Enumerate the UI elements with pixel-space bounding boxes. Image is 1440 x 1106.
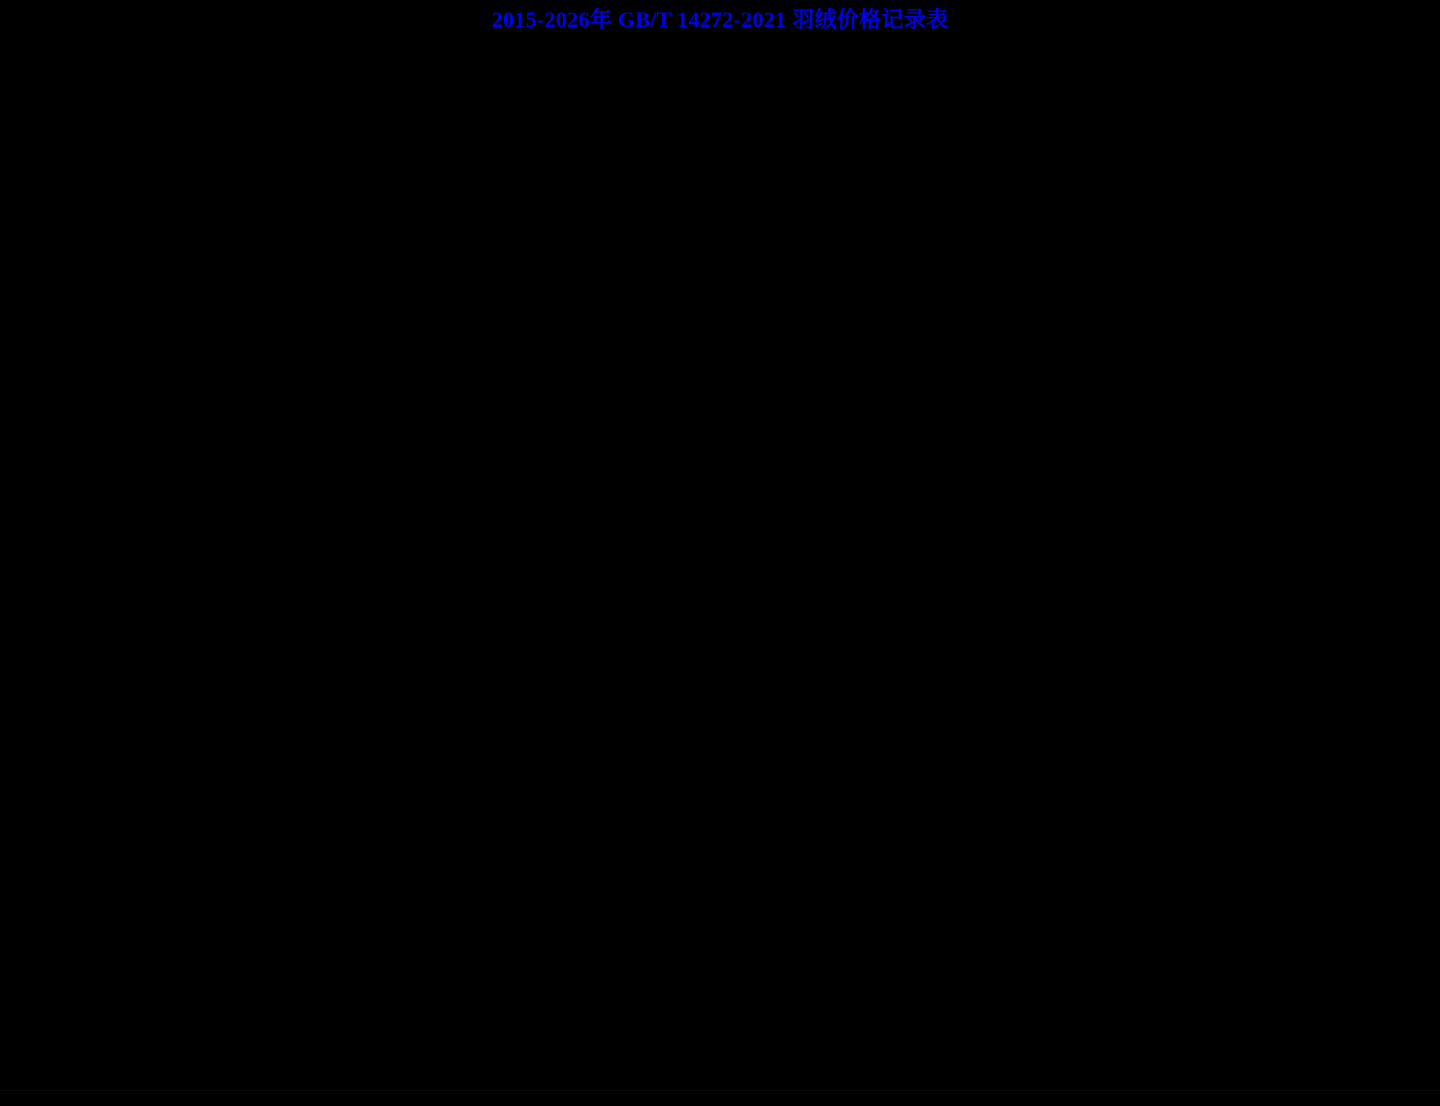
document-body	[0, 40, 1440, 1065]
page-title: 2015-2026年 GB/T 14272-2021 羽绒价格记录表	[491, 7, 949, 32]
page-footer	[0, 1091, 1440, 1106]
